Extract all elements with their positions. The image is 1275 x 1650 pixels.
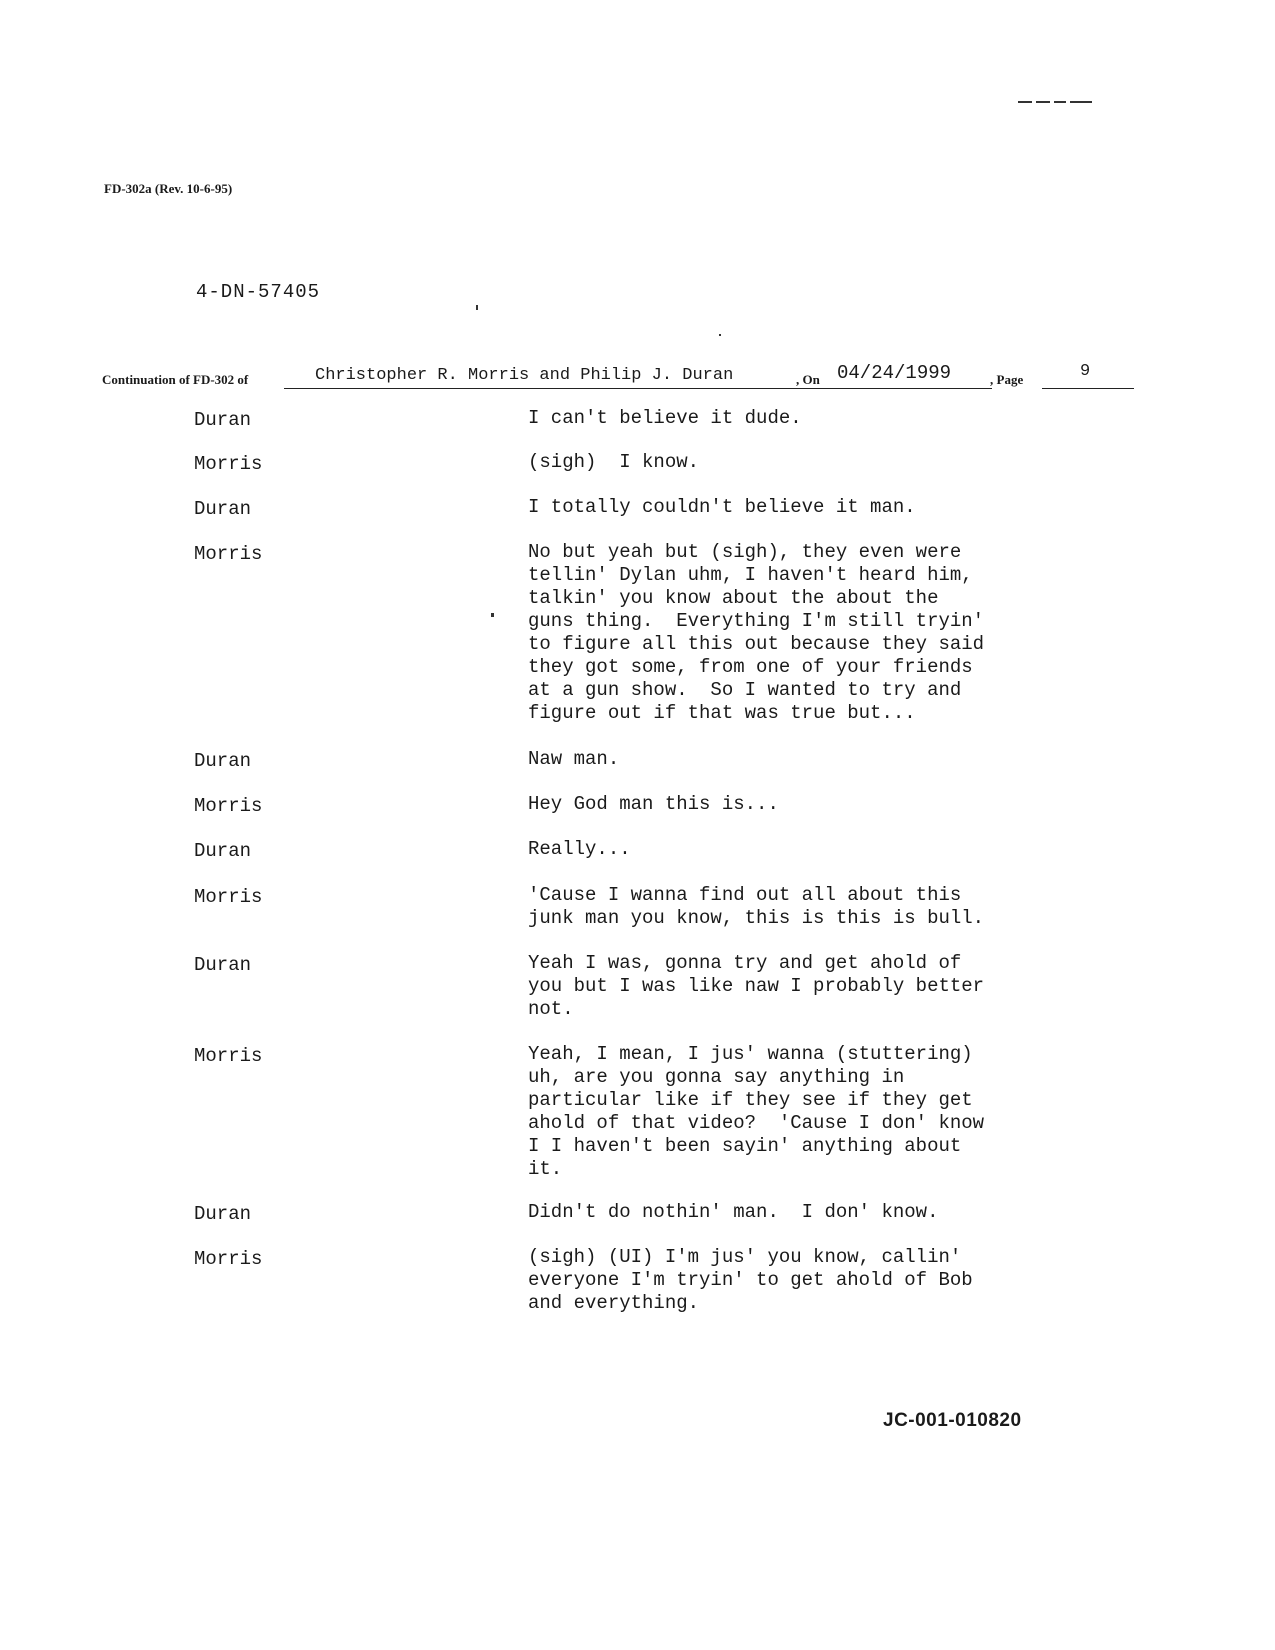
subjects-underline <box>284 388 896 389</box>
speech-line: particular like if they see if they get <box>528 1089 973 1111</box>
page-number-field: 9 <box>1080 362 1091 381</box>
speaker-name: Duran <box>194 954 252 976</box>
scan-mark <box>1018 101 1032 103</box>
speaker-name: Duran <box>194 1203 252 1225</box>
speech-text <box>528 407 1098 430</box>
speech-text <box>528 541 1098 725</box>
speaker-name: Duran <box>194 498 252 520</box>
subjects-field: Christopher R. Morris and Philip J. Duran <box>315 366 734 385</box>
speech-line: No but yeah but (sigh), they even were <box>528 541 962 563</box>
speech-text <box>528 748 1098 771</box>
scan-mark <box>491 613 494 617</box>
speech-line: I I haven't been sayin' anything about <box>528 1135 962 1157</box>
speech-line: figure out if that was true but... <box>528 702 916 724</box>
date-field: 04/24/1999 <box>837 362 952 384</box>
speech-line: to figure all this out because they said <box>528 633 985 655</box>
page-label: , Page <box>990 372 1024 387</box>
scan-mark <box>476 305 478 310</box>
speaker-name: Morris <box>194 795 263 817</box>
speech-text <box>528 793 1098 816</box>
speech-line: (sigh) I know. <box>528 451 700 473</box>
speech-line: talkin' you know about the about the <box>528 587 939 609</box>
on-label: , On <box>796 372 820 387</box>
speaker-name: Duran <box>194 750 252 772</box>
speech-text <box>528 838 1098 861</box>
speech-line: I can't believe it dude. <box>528 407 802 429</box>
continuation-header <box>102 364 1134 394</box>
speech-line: Naw man. <box>528 748 620 770</box>
speech-line: it. <box>528 1158 563 1180</box>
date-underline <box>830 388 992 389</box>
speech-text <box>528 451 1098 474</box>
speaker-name: Duran <box>194 409 252 431</box>
speech-line: I totally couldn't believe it man. <box>528 496 916 518</box>
speech-text <box>528 1246 1098 1315</box>
speaker-name: Morris <box>194 453 263 475</box>
speech-line: 'Cause I wanna find out all about this <box>528 884 962 906</box>
speech-text <box>528 952 1098 1021</box>
speech-line: everyone I'm tryin' to get ahold of Bob <box>528 1269 973 1291</box>
form-id: FD-302a (Rev. 10-6-95) <box>104 181 233 196</box>
speech-text <box>528 884 1098 930</box>
speech-line: Yeah, I mean, I jus' wanna (stuttering) <box>528 1043 973 1065</box>
scan-mark <box>1070 101 1092 103</box>
scan-mark <box>719 334 721 336</box>
file-number: 4-DN-57405 <box>196 281 321 303</box>
speech-line: tellin' Dylan uhm, I haven't heard him, <box>528 564 973 586</box>
speech-text <box>528 496 1098 519</box>
speech-line: Hey God man this is... <box>528 793 779 815</box>
speaker-name: Morris <box>194 1045 263 1067</box>
speech-line: Really... <box>528 838 631 860</box>
speech-text <box>528 1043 1098 1181</box>
continuation-label: Continuation of FD-302 of <box>102 372 249 387</box>
speech-text <box>528 1201 1098 1224</box>
speaker-name: Morris <box>194 543 263 565</box>
speaker-name: Morris <box>194 1248 263 1270</box>
scan-mark <box>1054 101 1066 103</box>
speaker-name: Morris <box>194 886 263 908</box>
bates-number: JC-001-010820 <box>883 1410 1022 1431</box>
speech-line: Didn't do nothin' man. I don' know. <box>528 1201 939 1223</box>
speech-line: guns thing. Everything I'm still tryin' <box>528 610 985 632</box>
scan-mark <box>1036 101 1050 103</box>
speech-line: Yeah I was, gonna try and get ahold of <box>528 952 962 974</box>
speech-line: ahold of that video? 'Cause I don' know <box>528 1112 985 1134</box>
speech-line: not. <box>528 998 574 1020</box>
speech-line: you but I was like naw I probably better <box>528 975 985 997</box>
page-underline <box>1042 388 1134 389</box>
speaker-name: Duran <box>194 840 252 862</box>
speech-line: they got some, from one of your friends <box>528 656 973 678</box>
speech-line: and everything. <box>528 1292 700 1314</box>
speech-line: uh, are you gonna say anything in <box>528 1066 905 1088</box>
speech-line: at a gun show. So I wanted to try and <box>528 679 962 701</box>
speech-line: junk man you know, this is this is bull. <box>528 907 985 929</box>
speech-line: (sigh) (UI) I'm jus' you know, callin' <box>528 1246 962 1268</box>
